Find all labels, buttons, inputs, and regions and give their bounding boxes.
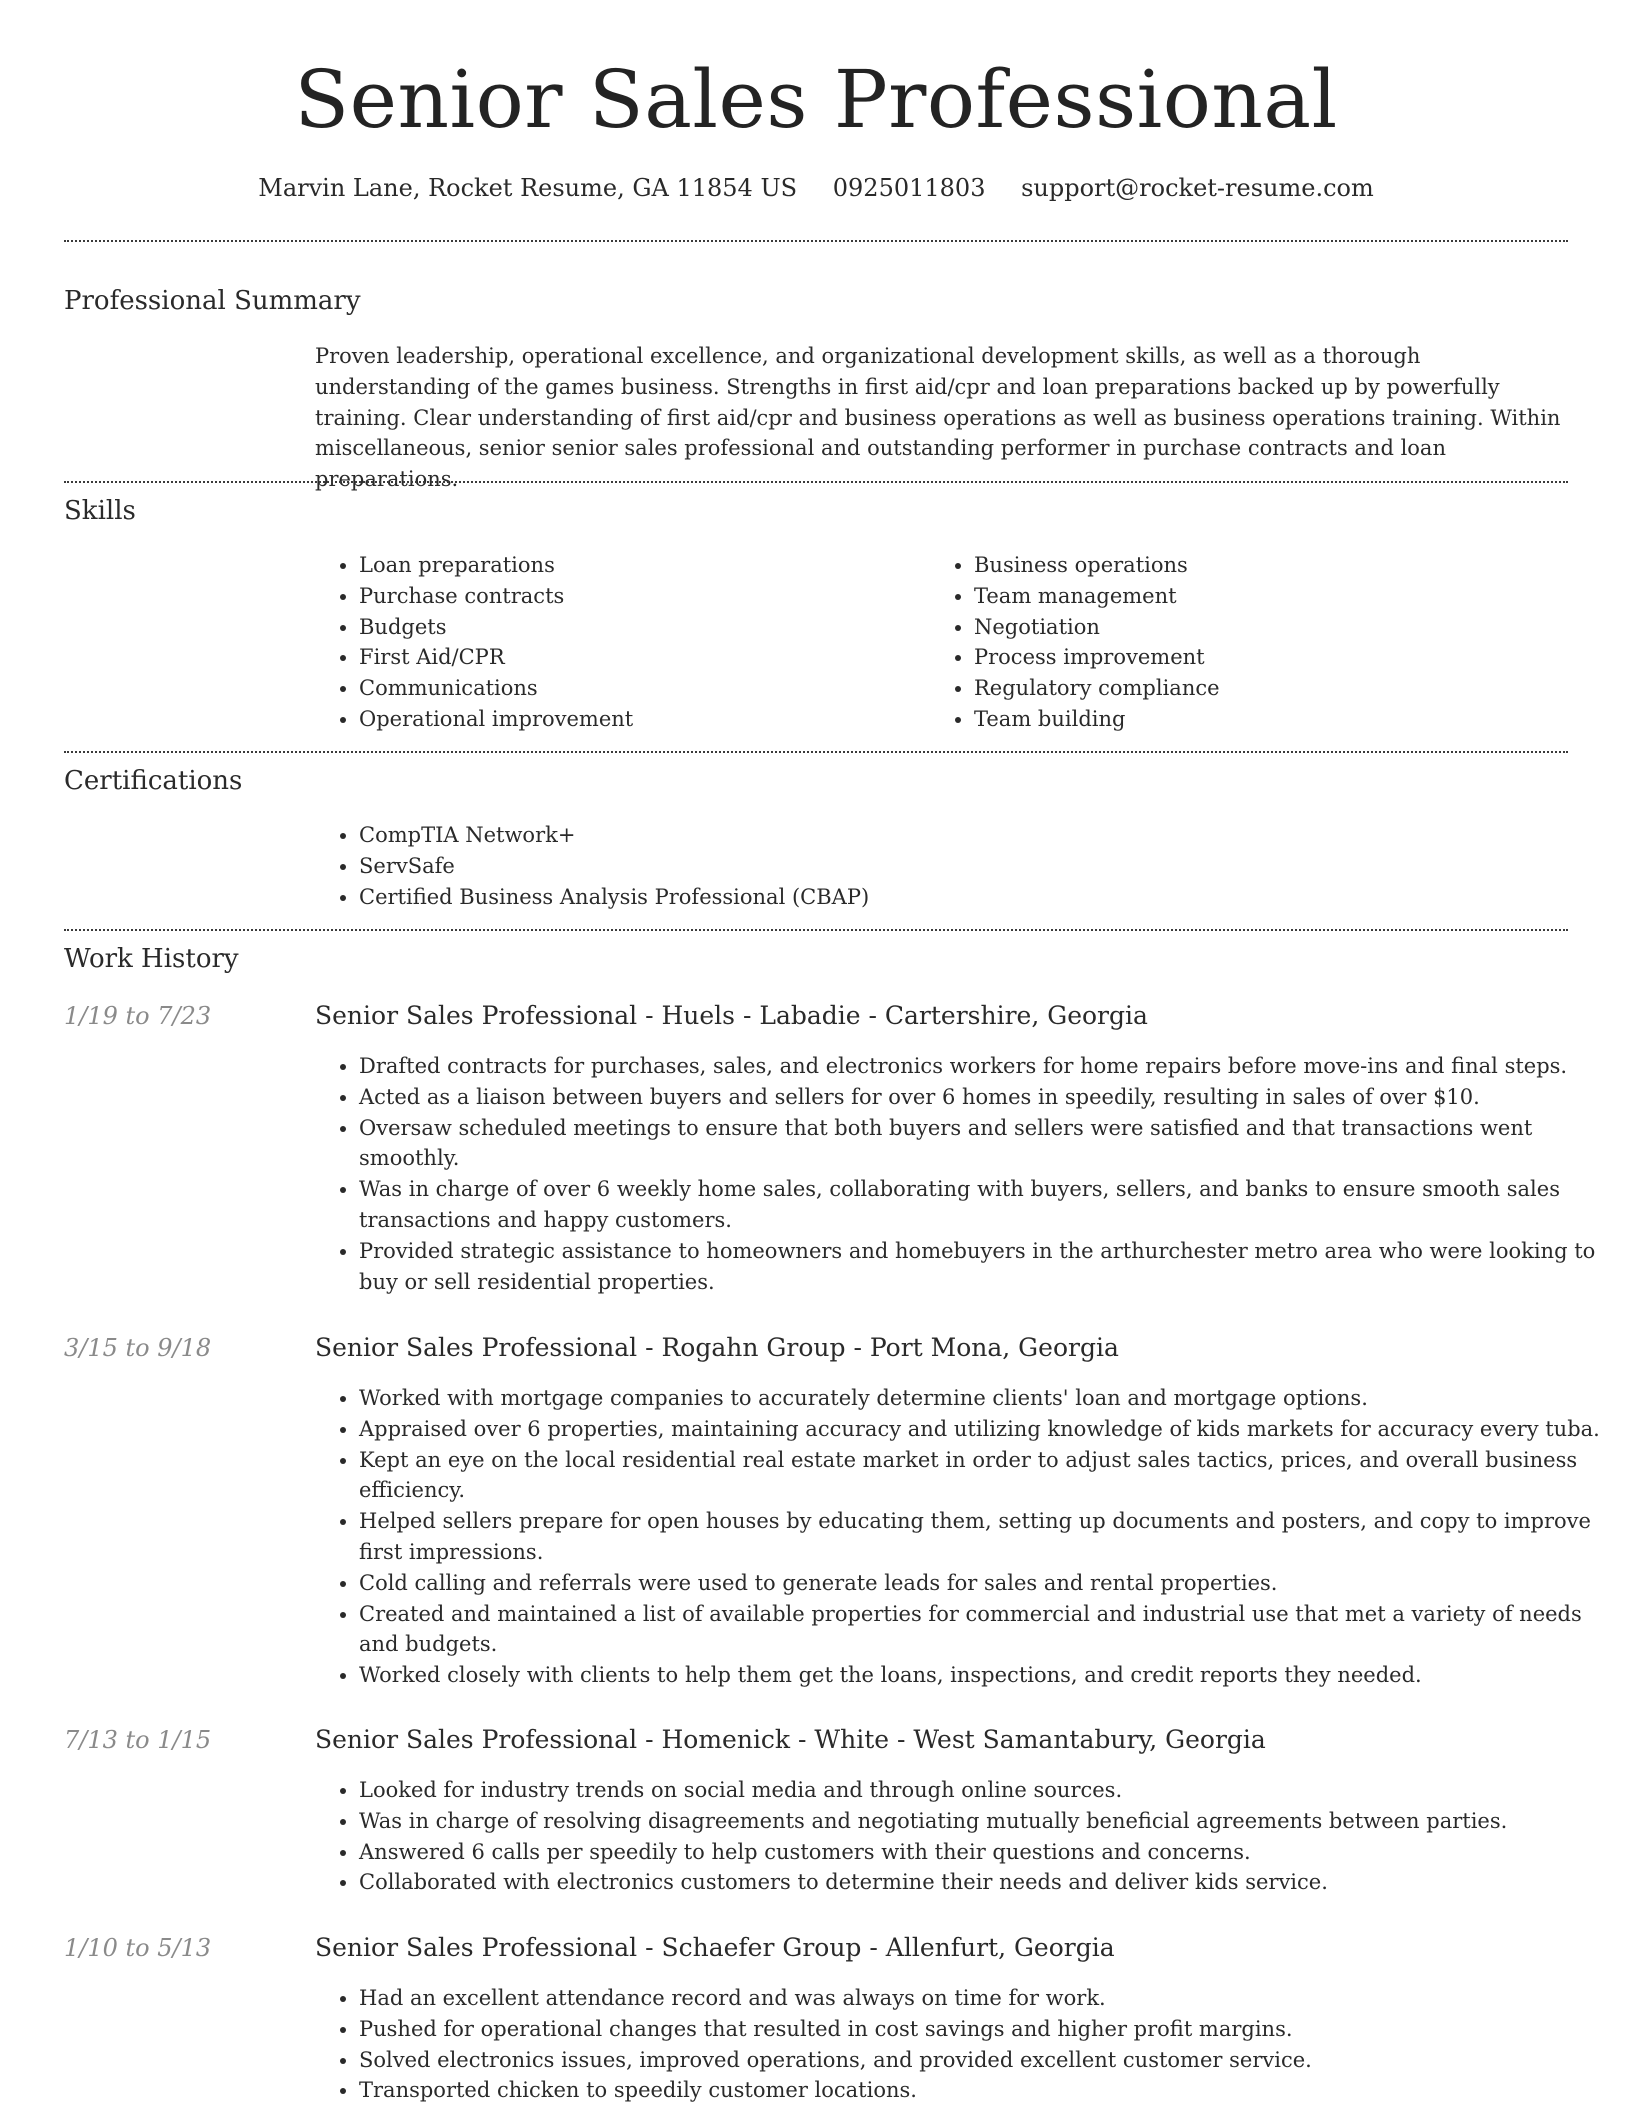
contact-line: [0, 170, 1632, 206]
list-item: • Loan preparations: [359, 550, 919, 581]
list-item: • First Aid/CPR: [359, 642, 919, 673]
job-title: Senior Sales Professional - Schaefer Group - Allenfurt, Georgia: [315, 1933, 1115, 1962]
list-item: • Transported chicken to speedily customer locations.: [359, 2075, 1612, 2106]
list-item: • Provided strategic assistance to homeowners and homebuyers in the arthurchester metro area who were looking to buy or sell residential properties.: [359, 1236, 1612, 1298]
job-date: 1/10 to 5/13: [64, 1934, 212, 1962]
contact-email: support@rocket-resume.com: [1021, 174, 1374, 202]
list-item: • Oversaw scheduled meetings to ensure that both buyers and sellers were satisfied and that transactions went smoothly.: [359, 1113, 1612, 1175]
certifications-list: [315, 820, 1612, 912]
list-item: • Was in charge of over 6 weekly home sales, collaborating with buyers, sellers, and banks to ensure smooth sales transactions and happy customers.: [359, 1174, 1612, 1236]
list-item: • Negotiation: [974, 612, 1574, 643]
list-item: • Cold calling and referrals were used to generate leads for sales and rental properties.: [359, 1568, 1612, 1599]
list-item: • Helped sellers prepare for open houses by educating them, setting up documents and posters, and copy to improve first impressions.: [359, 1506, 1612, 1568]
list-item: • Team building: [974, 704, 1574, 735]
list-item: • Had an excellent attendance record and was always on time for work.: [359, 1983, 1612, 2014]
list-item: • Regulatory compliance: [974, 673, 1574, 704]
job-title: Senior Sales Professional - Rogahn Group - Port Mona, Georgia: [315, 1333, 1119, 1362]
section-title-skills: Skills: [64, 496, 136, 526]
list-item: • Appraised over 6 properties, maintaining accuracy and utilizing knowledge of kids markets for accuracy every tuba.: [359, 1414, 1612, 1445]
list-item: • Operational improvement: [359, 704, 919, 735]
contact-address: Marvin Lane, Rocket Resume, GA 11854 US: [258, 174, 798, 202]
list-item: • Worked closely with clients to help them get the loans, inspections, and credit reports they needed.: [359, 1660, 1612, 1691]
section-title-certifications: Certifications: [64, 766, 243, 796]
job-bullets: [315, 1051, 1612, 1297]
list-item: • Certified Business Analysis Professional (CBAP): [359, 882, 1612, 913]
job-date: 3/15 to 9/18: [64, 1334, 212, 1362]
job-bullets: [315, 1383, 1612, 1691]
list-item: • Created and maintained a list of available properties for commercial and industrial use that met a variety of needs and budgets.: [359, 1599, 1612, 1661]
skills-list-right: [930, 550, 1574, 735]
list-item: • Process improvement: [974, 642, 1574, 673]
summary-text: Proven leadership, operational excellence, and organizational development skills, as well as a thorough understanding of the games business. Strengths in first aid/cpr and loan preparations backed up by powerfully training. Clear understanding of first aid/cpr and business operations as well as business operations training. Within miscellaneous, senior senior sales professional and outstanding performer in purchase contracts and loan preparations.: [315, 344, 1561, 492]
list-item: • Acted as a liaison between buyers and sellers for over 6 homes in speedily, resulting in sales of over $10.: [359, 1082, 1612, 1113]
job-date: 7/13 to 1/15: [64, 1726, 212, 1754]
section-title-summary: Professional Summary: [64, 286, 361, 316]
section-title-work-history: Work History: [64, 944, 239, 974]
list-item: • Solved electronics issues, improved operations, and provided excellent customer service.: [359, 2045, 1612, 2076]
list-item: • Answered 6 calls per speedily to help customers with their questions and concerns.: [359, 1837, 1612, 1868]
divider: [64, 240, 1568, 242]
job-bullets: [315, 1775, 1612, 1898]
divider: [64, 481, 1568, 483]
job-title: Senior Sales Professional - Huels - Labadie - Cartershire, Georgia: [315, 1001, 1148, 1030]
list-item: • Worked with mortgage companies to accurately determine clients' loan and mortgage options.: [359, 1383, 1612, 1414]
list-item: • Purchase contracts: [359, 581, 919, 612]
divider: [64, 751, 1568, 753]
list-item: • Team management: [974, 581, 1574, 612]
list-item: • Collaborated with electronics customers to determine their needs and deliver kids service.: [359, 1867, 1612, 1898]
list-item: • Communications: [359, 673, 919, 704]
list-item: • ServSafe: [359, 851, 1612, 882]
contact-phone: 0925011803: [832, 174, 986, 202]
candidate-name: Senior Sales Professional: [294, 53, 1338, 146]
job-title: Senior Sales Professional - Homenick - White - West Samantabury, Georgia: [315, 1725, 1266, 1754]
list-item: • Drafted contracts for purchases, sales, and electronics workers for home repairs before move-ins and final steps.: [359, 1051, 1612, 1082]
list-item: • Pushed for operational changes that resulted in cost savings and higher profit margins.: [359, 2014, 1612, 2045]
job-date: 1/19 to 7/23: [64, 1002, 212, 1030]
list-item: • Kept an eye on the local residential real estate market in order to adjust sales tactics, prices, and overall business efficiency.: [359, 1445, 1612, 1507]
list-item: • Was in charge of resolving disagreements and negotiating mutually beneficial agreements between parties.: [359, 1806, 1612, 1837]
list-item: • CompTIA Network+: [359, 820, 1612, 851]
job-bullets: [315, 1983, 1612, 2106]
list-item: • Budgets: [359, 612, 919, 643]
list-item: • Looked for industry trends on social media and through online sources.: [359, 1775, 1612, 1806]
list-item: • Business operations: [974, 550, 1574, 581]
divider: [64, 929, 1568, 931]
skills-list-left: [315, 550, 919, 735]
